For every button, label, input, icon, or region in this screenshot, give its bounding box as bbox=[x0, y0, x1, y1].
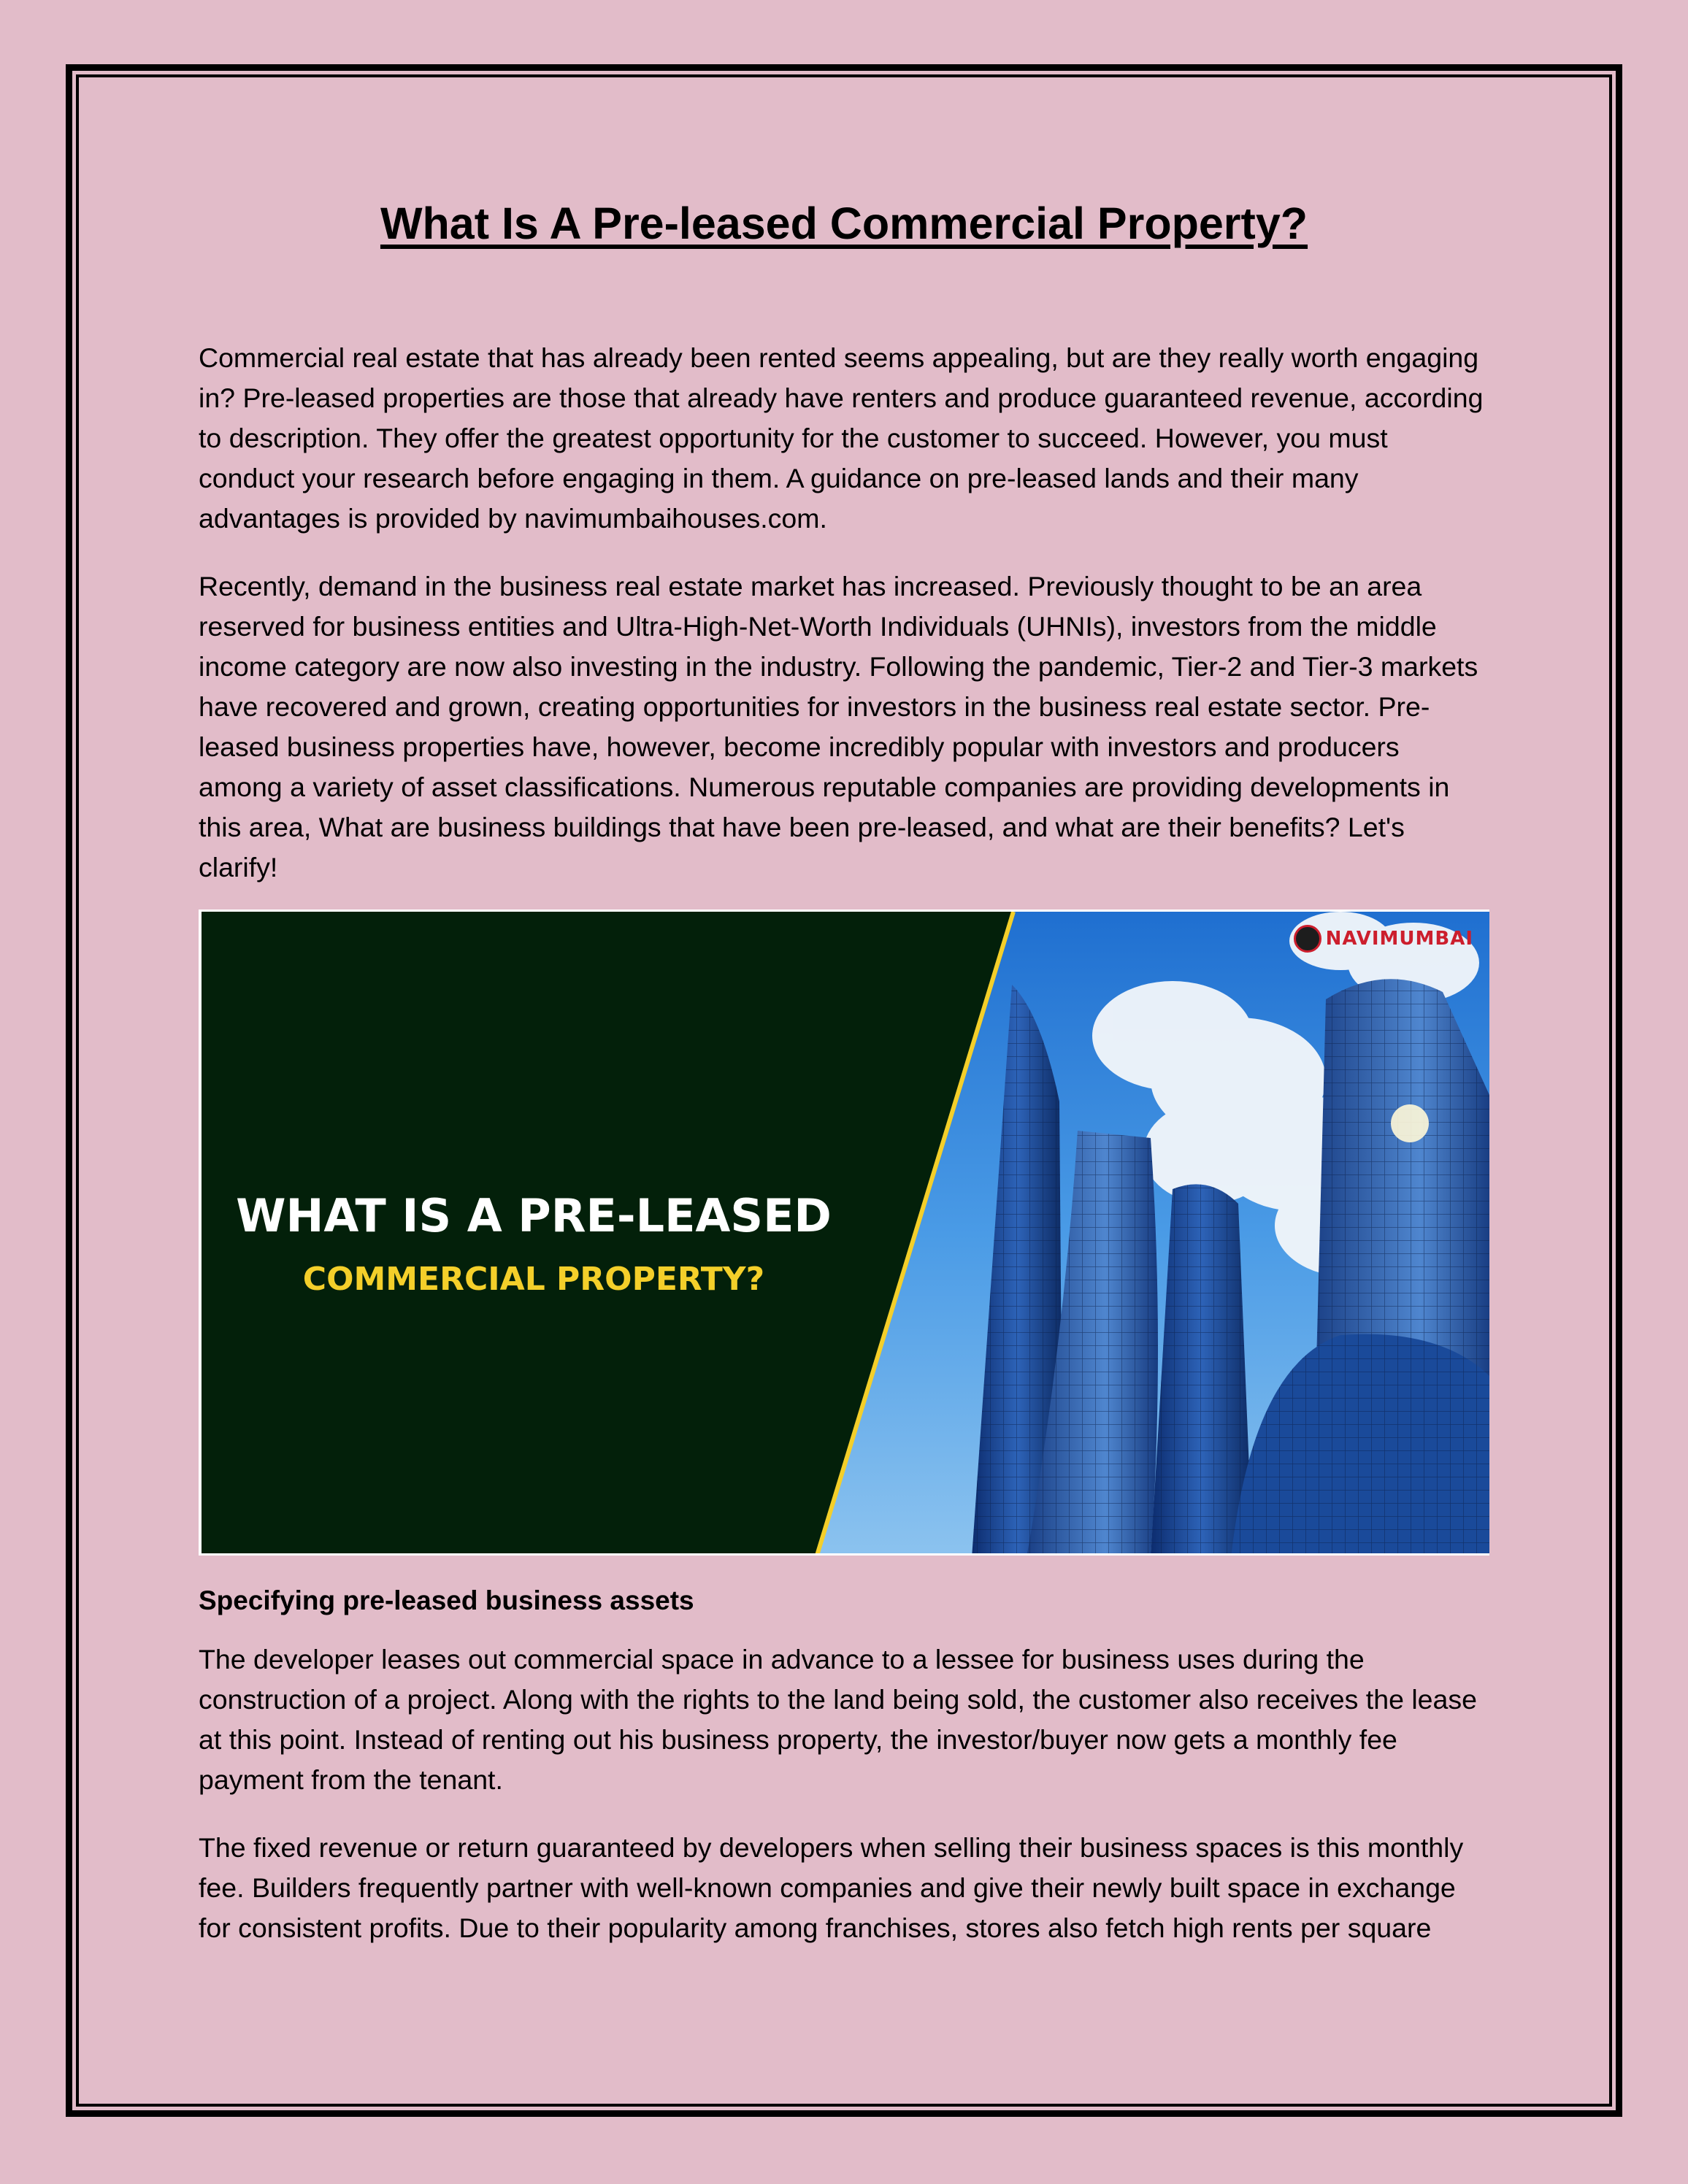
hero-title-line-2: COMMERCIAL PROPERTY? bbox=[302, 1261, 765, 1299]
paragraph-fixed-revenue: The fixed revenue or return guaranteed by developers when selling their business spaces is this monthly fee. Builders frequently partner with well-known companies and give their newly built space in exchange for consistent profits. Due to their popularity among franchises, stores also fetch high rents per square bbox=[199, 1832, 1464, 1944]
page-title: What Is A Pre-leased Commercial Property? bbox=[380, 199, 1308, 248]
logo-icon bbox=[1294, 925, 1321, 953]
paragraph-market: Recently, demand in the business real estate market has increased. Previously thought to be an area reserved for business entities and Ultra-High-Net-Worth Individuals (UHNIs), investors from the middle income category are now also investing in the industry. Following the pandemic, Tier-2 and Tier-3 markets have recovered and grown, creating opportunities for investors in the business real estate sector. Pre-leased business properties have, however, become incredibly popular with investors and producers among a variety of asset classifications. Numerous reputable companies are providing developments in this area, What are business buildings that have been pre-leased, and what are their benefits? Let's clarify! bbox=[199, 571, 1478, 883]
logo-text: NAVIMUMBAI bbox=[1325, 928, 1473, 950]
document-body bbox=[199, 197, 1489, 1976]
hero-banner-image bbox=[199, 910, 1489, 1556]
hero-title-line-1: WHAT IS A PRE-LEASED bbox=[236, 1189, 832, 1243]
paragraph-definition: The developer leases out commercial space in advance to a lessee for business uses during the construction of a project. Along with the rights to the land being sold, the customer also receives the lease at this point. Instead of renting out his business property, the investor/buyer now gets a monthly fee payment from the tenant. bbox=[199, 1644, 1478, 1796]
section-heading: Specifying pre-leased business assets bbox=[199, 1585, 694, 1616]
brand-logo bbox=[1294, 925, 1473, 953]
paragraph-intro: Commercial real estate that has already been rented seems appealing, but are they really worth engaging in? Pre-leased properties are those that already have renters and produce guaranteed revenue, according to description. They offer the greatest opportunity for the customer to succeed. However, you must conduct your research before engaging in them. A guidance on pre-leased lands and their many advantages is provided by navimumbaihouses.com. bbox=[199, 342, 1484, 534]
